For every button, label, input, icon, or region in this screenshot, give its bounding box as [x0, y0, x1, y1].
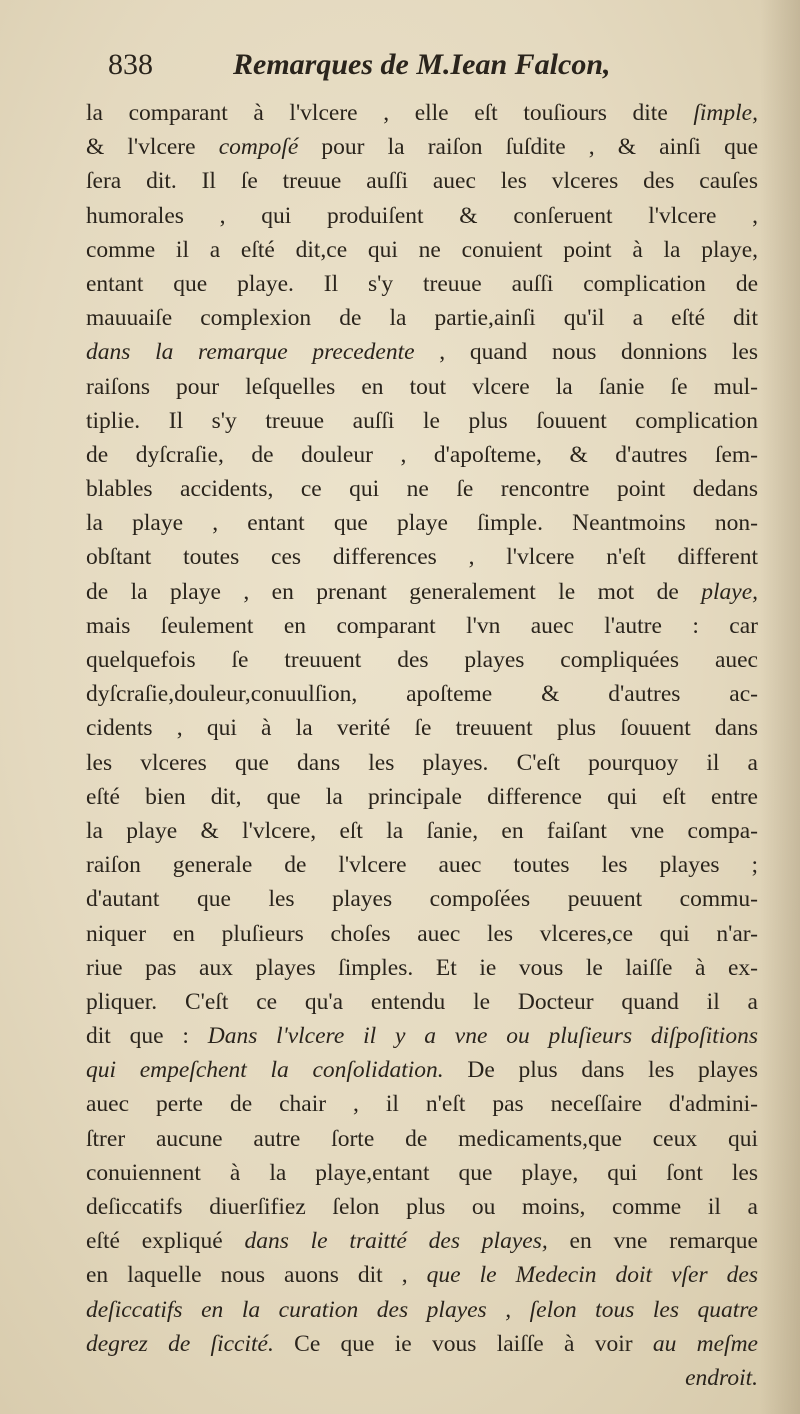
italic-text: playe,	[701, 578, 758, 605]
text-run: mauuaiſe complexion de la partie,ainſi qu'il a eſté dit	[86, 305, 758, 332]
text-run: raiſon generale de l'vlcere auec toutes les playes ;	[86, 852, 758, 879]
page-edge-shadow	[760, 0, 800, 1414]
text-line	[86, 164, 758, 198]
text-line	[86, 746, 758, 780]
text-run: niquer en pluſieurs choſes auec les vlceres,ce qui n'ar-	[86, 920, 758, 947]
text-line	[86, 1053, 758, 1087]
text-line	[86, 609, 758, 643]
text-line	[86, 951, 758, 985]
italic-text: Dans l'vlcere il y a vne ou pluſieurs diſpoſitions	[207, 1023, 758, 1050]
text-run: raiſons pour leſquelles en tout vlcere la ſanie ſe mul-	[86, 373, 758, 400]
text-run: deſiccatifs diuerſifiez ſelon plus ou moins, comme il a	[86, 1194, 758, 1220]
text-run: Ce que ie vous laiſſe à voir	[273, 1330, 653, 1357]
text-line	[86, 917, 758, 951]
text-run: & l'vlcere	[86, 134, 219, 161]
italic-text: qui empeſchent la conſolidation.	[86, 1057, 444, 1084]
text-line	[86, 130, 758, 164]
text-line	[86, 814, 758, 848]
text-line	[86, 370, 758, 404]
text-run: entant que playe. Il s'y treuue auſſi complication de	[86, 270, 758, 297]
text-line	[86, 199, 758, 233]
text-line	[86, 643, 758, 677]
text-line	[86, 1190, 758, 1224]
page-header	[108, 48, 668, 94]
page-number: 838	[108, 48, 153, 81]
text-line	[86, 233, 758, 267]
text-line	[86, 301, 758, 335]
italic-text: compoſé	[218, 134, 299, 161]
text-line	[86, 711, 758, 745]
text-run: , quand nous donnions les	[414, 339, 758, 366]
text-run: cidents , qui à la verité ſe treuuent plus ſouuent dans	[86, 715, 758, 742]
text-run: de dyſcraſie, de douleur , d'apoſteme, & d'autres ſem-	[86, 441, 758, 468]
text-run: la playe , entant que playe ſimple. Neantmoins non-	[86, 510, 758, 537]
text-run: pliquer. C'eſt ce qu'a entendu le Docteur quand il a	[86, 988, 758, 1015]
italic-text: au meſme	[652, 1330, 758, 1357]
text-line	[86, 540, 758, 574]
text-line	[86, 506, 758, 540]
text-run: la playe & l'vlcere, eſt la ſanie, en faiſant vne compa-	[86, 817, 758, 844]
text-run: ſtrer aucune autre ſorte de medicaments,que ceux qui	[86, 1125, 758, 1152]
text-line	[86, 472, 758, 506]
text-run: la comparant à l'vlcere , elle eſt touſiours dite	[86, 100, 694, 126]
text-line	[86, 1361, 758, 1395]
text-run: quelquefois ſe treuuent des playes compliquées auec	[86, 647, 758, 673]
text-line	[86, 96, 758, 130]
text-line	[86, 882, 758, 916]
text-run: auec perte de chair , il n'eſt pas neceſſaire d'admini-	[86, 1091, 758, 1118]
text-line	[86, 438, 758, 472]
italic-text: degrez de ſiccité.	[86, 1330, 274, 1357]
text-line	[86, 1019, 758, 1053]
text-line	[86, 1122, 758, 1156]
italic-text: dans la remarque precedente	[86, 339, 415, 366]
text-run: ſera dit. Il ſe treuue auſſi auec les vlceres des cauſes	[86, 168, 758, 195]
text-run: comme il a eſté dit,ce qui ne conuient point à la playe,	[86, 236, 758, 263]
text-line	[86, 1087, 758, 1121]
italic-text: endroit.	[685, 1364, 758, 1391]
text-run: mais ſeulement en comparant l'vn auec l'autre : car	[86, 612, 758, 639]
italic-text: dans le traitté des playes,	[244, 1228, 548, 1255]
text-line	[86, 1156, 758, 1190]
text-run: de la playe , en prenant generalement le mot de	[86, 578, 702, 605]
text-line	[86, 575, 758, 609]
italic-text: deſiccatifs en la curation des playes , ſelon tous les quatre	[86, 1296, 758, 1323]
italic-text: que le Medecin doit vſer des	[426, 1262, 758, 1289]
body-text	[86, 96, 758, 1395]
text-line	[86, 404, 758, 438]
text-run: pour la raiſon ſuſdite , & ainſi que	[298, 134, 758, 161]
text-line	[86, 267, 758, 301]
italic-text: ſimple,	[693, 100, 758, 126]
text-run: obſtant toutes ces differences , l'vlcere n'eſt different	[86, 544, 758, 571]
running-title: Remarques de M.Iean Falcon,	[233, 48, 611, 81]
text-run: en vne remarque	[547, 1228, 758, 1255]
text-line	[86, 780, 758, 814]
text-run: eſté bien dit, que la principale difference qui eſt entre	[86, 783, 758, 810]
text-run: d'autant que les playes compoſées peuuent commu-	[86, 886, 758, 913]
text-run: conuiennent à la playe,entant que playe, qui ſont les	[86, 1159, 758, 1186]
text-line	[86, 1258, 758, 1292]
text-line	[86, 985, 758, 1019]
text-run: dyſcraſie,douleur,conuulſion, apoſteme & d'autres ac-	[86, 681, 758, 708]
text-line	[86, 677, 758, 711]
text-run: De plus dans les playes	[443, 1057, 759, 1084]
text-line	[86, 848, 758, 882]
text-line	[86, 335, 758, 369]
text-run: les vlceres que dans les playes. C'eſt pourquoy il a	[86, 749, 758, 776]
text-run: eſté expliqué	[86, 1228, 245, 1255]
text-run: blables accidents, ce qui ne ſe rencontre point dedans	[86, 476, 758, 503]
text-run: en laquelle nous auons dit ,	[86, 1262, 427, 1289]
text-line	[86, 1327, 758, 1361]
text-line	[86, 1293, 758, 1327]
text-run: riue pas aux playes ſimples. Et ie vous le laiſſe à ex-	[86, 954, 758, 981]
text-line	[86, 1224, 758, 1258]
text-run: tiplie. Il s'y treuue auſſi le plus ſouuent complication	[86, 407, 758, 434]
text-run: dit que :	[86, 1023, 208, 1050]
text-run: humorales , qui produiſent & conſeruent l'vlcere ,	[86, 202, 758, 229]
